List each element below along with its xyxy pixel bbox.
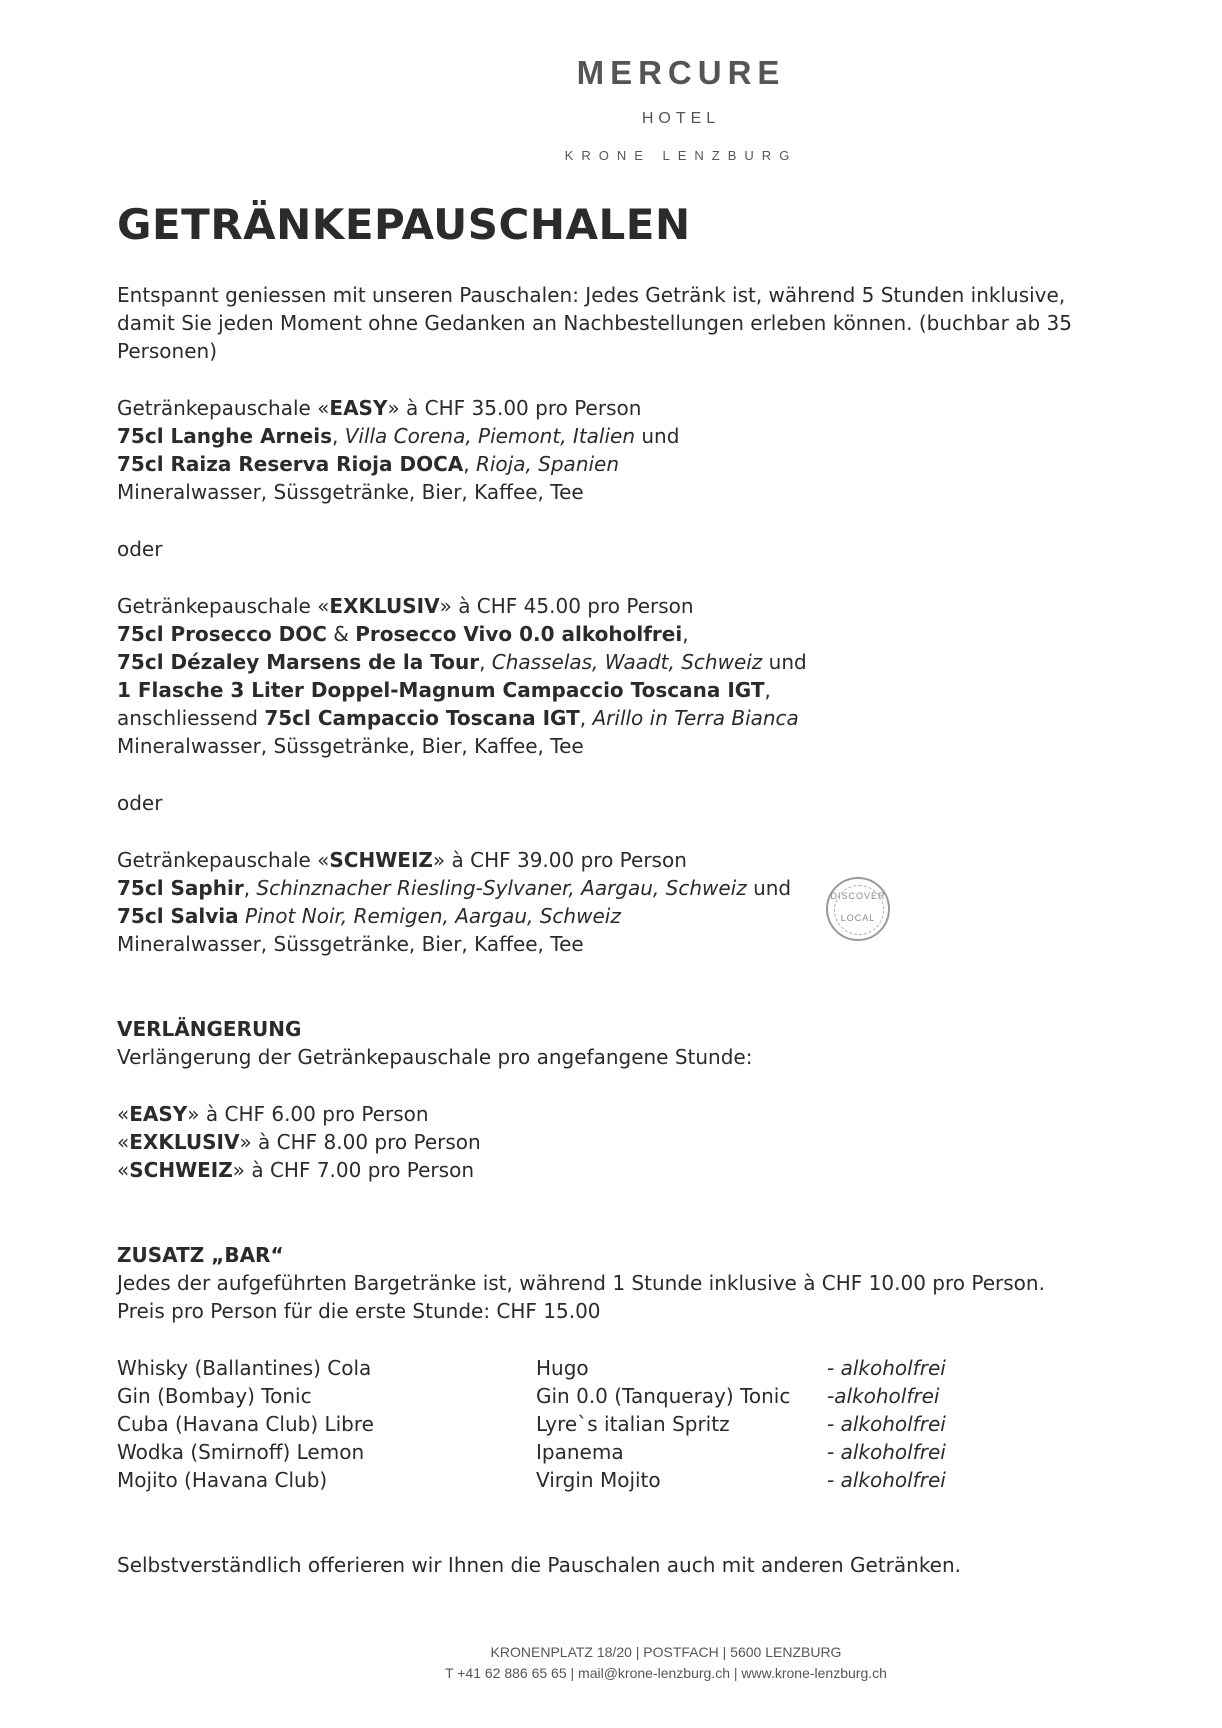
exklusiv-und: und [762, 650, 807, 674]
verlaengerung-schweiz [117, 1158, 474, 1182]
easy-wine-2 [117, 452, 619, 476]
footer-address: KRONENPLATZ 18/20 | POSTFACH | 5600 LENZBURG [490, 1644, 842, 1660]
intro-line-1: Entspannt geniessen mit unseren Pauschalen: Jedes Getränk ist, während 5 Stunden inklusive, [117, 283, 1066, 307]
exklusiv-comma-1: , [682, 622, 689, 646]
verlaengerung-text: Verlängerung der Getränkepauschale pro angefangene Stunde: [117, 1045, 753, 1069]
ext-schweiz-price: » à CHF 7.00 pro Person [232, 1158, 474, 1182]
schweiz-line-1 [117, 876, 791, 900]
bar-text-1: Jedes der aufgeführten Bargetränke ist, während 1 Stunde inklusive à CHF 10.00 pro Person. [117, 1271, 1045, 1295]
closing-text: Selbstverständlich offerieren wir Ihnen die Pauschalen auch mit anderen Getränken. [117, 1553, 962, 1577]
or-2: oder [117, 791, 163, 815]
bar-drink: Whisky (Ballantines) Cola [117, 1356, 372, 1380]
ext-easy-name: EASY [129, 1102, 188, 1126]
stamp-top-text: DISCOVER [830, 891, 886, 901]
alkoholfrei-label: - alkoholfrei [827, 1468, 946, 1492]
easy-prefix: Getränkepauschale « [117, 396, 330, 420]
easy-wine-2-sep: , [463, 452, 476, 476]
easy-wine-2-name: 75cl Raiza Reserva Rioja DOCA [117, 452, 464, 476]
exklusiv-prosecco: 75cl Prosecco DOC [117, 622, 327, 646]
intro-line-3: Personen) [117, 339, 217, 363]
stamp-bottom-text: LOCAL [840, 913, 876, 923]
exklusiv-campaccio-origin: Arillo in Terra Bianca [592, 706, 799, 730]
schweiz-extras: Mineralwasser, Süssgetränke, Bier, Kaffee, Tee [117, 932, 584, 956]
ext-schweiz-open: « [117, 1158, 130, 1182]
exklusiv-price: » à CHF 45.00 pro Person [439, 594, 694, 618]
bar-drink: Gin (Bombay) Tonic [117, 1384, 312, 1408]
bar-drink-nonalc: Ipanema [536, 1440, 624, 1464]
footer-contact: T +41 62 886 65 65 | mail@krone-lenzburg.ch | www.krone-lenzburg.ch [445, 1665, 887, 1681]
exklusiv-dezaley-origin: Chasselas, Waadt, Schweiz [491, 650, 763, 674]
exklusiv-dezaley: 75cl Dézaley Marsens de la Tour [117, 650, 480, 674]
exklusiv-line-2 [117, 650, 807, 674]
schweiz-saphir-origin: Schinznacher Riesling-Sylvaner, Aargau, Schweiz [256, 876, 747, 900]
ext-schweiz-name: SCHWEIZ [129, 1158, 233, 1182]
exklusiv-prefix: Getränkepauschale « [117, 594, 330, 618]
bar-drink-nonalc: Lyre`s italian Spritz [536, 1412, 730, 1436]
exklusiv-line-1 [117, 622, 689, 646]
easy-extras: Mineralwasser, Süssgetränke, Bier, Kaffee, Tee [117, 480, 584, 504]
schweiz-saphir: 75cl Saphir [117, 876, 244, 900]
easy-price: » à CHF 35.00 pro Person [387, 396, 642, 420]
easy-name: EASY [329, 396, 388, 420]
schweiz-header [117, 848, 687, 872]
ext-exklusiv-name: EXKLUSIV [129, 1130, 240, 1154]
exklusiv-sep-2: , [479, 650, 492, 674]
discover-local-stamp [826, 877, 890, 941]
exklusiv-name: EXKLUSIV [329, 594, 440, 618]
brand-type: HOTEL [641, 110, 721, 127]
bar-drink-nonalc: Hugo [536, 1356, 589, 1380]
easy-wine-1-name: 75cl Langhe Arneis [117, 424, 332, 448]
exklusiv-amp: & [326, 622, 356, 646]
easy-wine-1 [117, 424, 679, 448]
easy-wine-1-tail: und [635, 424, 680, 448]
brand-name: MERCURE [576, 54, 786, 91]
exklusiv-magnum: 1 Flasche 3 Liter Doppel-Magnum Campaccio Toscana IGT [117, 678, 765, 702]
exklusiv-line-3 [117, 678, 771, 702]
exklusiv-extras: Mineralwasser, Süssgetränke, Bier, Kaffee, Tee [117, 734, 584, 758]
exklusiv-sep-4: , [579, 706, 593, 730]
brand-location: KRONE LENZBURG [564, 148, 798, 163]
schweiz-salvia: 75cl Salvia [117, 904, 239, 928]
schweiz-und: und [746, 876, 792, 900]
exklusiv-header [117, 594, 694, 618]
alkoholfrei-label: - alkoholfrei [827, 1412, 946, 1436]
bar-drink: Mojito (Havana Club) [117, 1468, 328, 1492]
alkoholfrei-label: -alkoholfrei [827, 1384, 940, 1408]
exklusiv-prosecco-vivo: Prosecco Vivo 0.0 alkoholfrei [355, 622, 683, 646]
ext-easy-open: « [117, 1102, 130, 1126]
schweiz-sep-1: , [243, 876, 257, 900]
easy-wine-1-sep: , [331, 424, 345, 448]
bar-drink: Cuba (Havana Club) Libre [117, 1412, 374, 1436]
alkoholfrei-label: - alkoholfrei [827, 1440, 946, 1464]
easy-wine-1-origin: Villa Corena, Piemont, Italien [344, 424, 636, 448]
intro-line-2: damit Sie jeden Moment ohne Gedanken an Nachbestellungen erleben können. (buchbar ab 35 [117, 311, 1072, 335]
schweiz-salvia-origin: Pinot Noir, Remigen, Aargau, Schweiz [245, 904, 621, 928]
easy-header [117, 396, 641, 420]
bar-text-2: Preis pro Person für die erste Stunde: CHF 15.00 [117, 1299, 601, 1323]
easy-wine-2-origin: Rioja, Spanien [475, 452, 620, 476]
verlaengerung-easy [117, 1102, 429, 1126]
alkoholfrei-label: - alkoholfrei [827, 1356, 946, 1380]
schweiz-name: SCHWEIZ [329, 848, 433, 872]
bar-drink-nonalc: Gin 0.0 (Tanqueray) Tonic [536, 1384, 791, 1408]
ext-exklusiv-open: « [117, 1130, 130, 1154]
bar-drink-nonalc: Virgin Mojito [536, 1468, 661, 1492]
exklusiv-campaccio: 75cl Campaccio Toscana IGT [264, 706, 580, 730]
page-title: GETRÄNKEPAUSCHALEN [117, 200, 691, 249]
schweiz-line-2 [117, 904, 621, 928]
verlaengerung-heading: VERLÄNGERUNG [117, 1017, 302, 1041]
exklusiv-line-4 [117, 706, 799, 730]
ext-exklusiv-price: » à CHF 8.00 pro Person [239, 1130, 481, 1154]
bar-heading: ZUSATZ „BAR“ [117, 1243, 284, 1267]
exklusiv-comma-3: , [764, 678, 771, 702]
ext-easy-price: » à CHF 6.00 pro Person [187, 1102, 429, 1126]
schweiz-price: » à CHF 39.00 pro Person [432, 848, 687, 872]
schweiz-prefix: Getränkepauschale « [117, 848, 330, 872]
exklusiv-anschliessend: anschliessend [117, 706, 265, 730]
bar-drink: Wodka (Smirnoff) Lemon [117, 1440, 365, 1464]
or-1: oder [117, 537, 163, 561]
verlaengerung-exklusiv [117, 1130, 481, 1154]
